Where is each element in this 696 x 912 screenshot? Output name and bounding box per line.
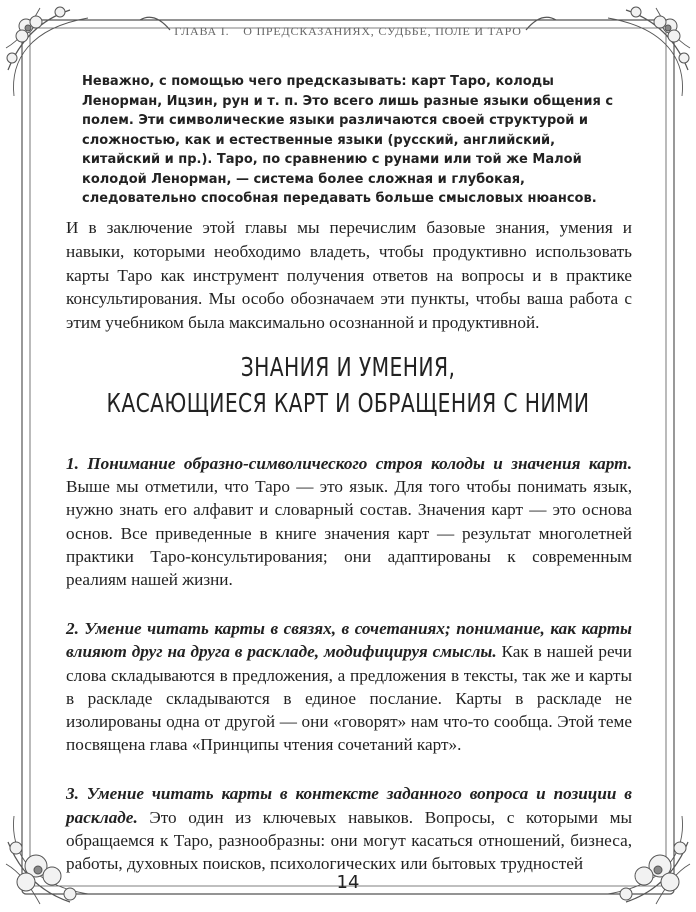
callout-text: Неважно, с помощью чего предсказывать: карт Таро, колоды Ленорман, Ицзин, рун и т. п. Это всего лишь разные языки общения с полем. Эти символические языки различаются своей структурой и сложностью, как и естественные языки (русский, английский, китайский и пр.). Таро, по сравнению с рунами или той же Малой колодой Ленорман, — система более сложная и глубокая, следовательно способная передавать больше смысловых нюансов. (82, 74, 614, 206)
section-heading (77, 350, 620, 422)
list-item-lead: 3. Умение читать карты в контексте заданного вопроса и позиции в раскладе. (66, 784, 632, 827)
intro-paragraph: И в заключение этой главы мы перечислим базовые знания, умения и навыки, которыми необходимо владеть, чтобы продуктивно использовать карты Таро как инструмент получения ответов на вопросы и в практике консультирования. Мы особо обозначаем эти пункты, чтобы ваша работа с этим учебником была максимально осознанной и продуктивной. (66, 218, 632, 333)
chapter-label: ГЛАВА I. (174, 24, 230, 38)
list-item-text: Как в нашей речи слова складываются в предложения, а предложения в тексты, так же и карты в раскладе складываются в единое послание. Карты в раскладе не изолированы одна от другой — они «говорят» нам что-то сообща. Этой теме посвящена глава «Принципы чтения сочетаний карт». (66, 642, 632, 755)
chapter-title: О ПРЕДСКАЗАНИЯХ, СУДЬБЕ, ПОЛЕ И ТАРО (243, 24, 522, 38)
section-heading-line-2: КАСАЮЩИЕСЯ КАРТ И ОБРАЩЕНИЯ С НИМИ (106, 389, 590, 419)
page-number: 14 (336, 872, 360, 893)
list-item (66, 782, 632, 875)
intro-paragraph-block (66, 216, 632, 335)
list-item (66, 452, 632, 591)
list-item (66, 617, 632, 756)
running-header (0, 24, 696, 39)
numbered-list (66, 452, 632, 901)
list-item-text: Выше мы отметили, что Таро — это язык. Для того чтобы понимать язык, нужно знать его алфавит и словарный состав. Значения карт — это основа основ. Все приведенные в книге значения карт — результат многолетней практики Таро-консультирования; они адаптированы к современным реалиям нашей жизни. (66, 477, 632, 590)
list-item-lead: 2. Умение читать карты в связях, в сочетаниях; понимание, как карты влияют друг на друга в раскладе, модифицируя смыслы. (66, 619, 632, 662)
list-item-text: Это один из ключевых навыков. Вопросы, с которыми мы обращаемся к Таро, разнообразны: они могут касаться отношений, бизнеса, работы, духовных поисков, психологических или бытовых трудностей (66, 807, 632, 874)
callout-box (82, 72, 622, 209)
section-heading-line-1: ЗНАНИЯ И УМЕНИЯ, (240, 353, 456, 383)
list-item-lead: 1. Понимание образно-символического строя колоды и значения карт. (66, 454, 632, 473)
